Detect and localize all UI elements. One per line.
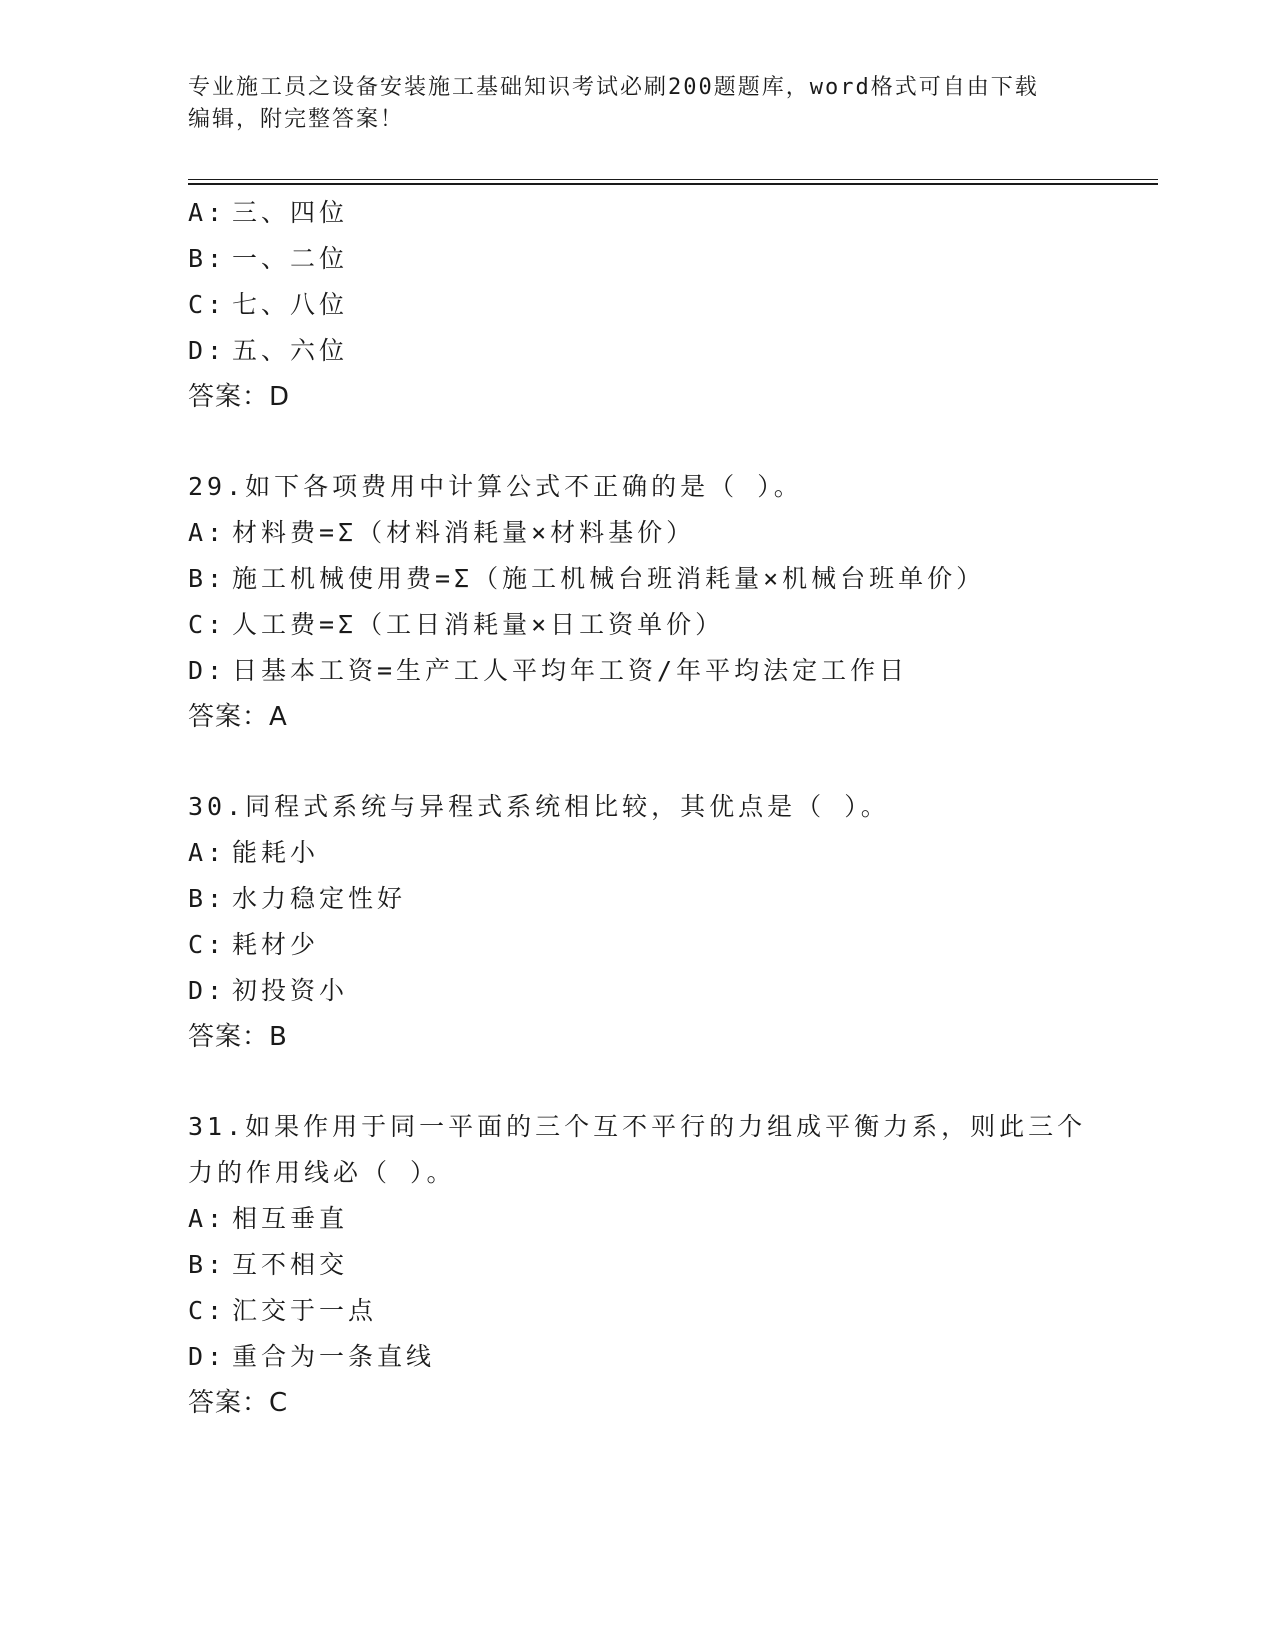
question-title: 30.同程式系统与异程式系统相比较，其优点是（ ）。 (188, 792, 890, 821)
question-title: 29.如下各项费用中计算公式不正确的是（ ）。 (188, 472, 803, 501)
answer-line: 答案：D (188, 382, 291, 412)
option-d: D: 初投资小 (188, 976, 349, 1005)
header-divider-thin (188, 179, 1158, 180)
option-d: D: 五、六位 (188, 336, 349, 365)
question-29 (188, 464, 1088, 740)
question-title-line-2: 力的作用线必（ ）。 (188, 1158, 456, 1187)
header-line-1: 专业施工员之设备安装施工基础知识考试必刷200题题库，word格式可自由下载 (188, 75, 1039, 100)
question-title-line-1: 31.如果作用于同一平面的三个互不平行的力组成平衡力系，则此三个 (188, 1112, 1087, 1141)
header-line-2: 编辑，附完整答案！ (188, 107, 405, 132)
option-c: C: 人工费=Σ（工日消耗量×日工资单价） (188, 610, 725, 639)
option-c: C: 七、八位 (188, 290, 349, 319)
answer-line: 答案：C (188, 1388, 289, 1418)
option-a: A: 三、四位 (188, 198, 349, 227)
option-b: B: 施工机械使用费=Σ（施工机械台班消耗量×机械台班单价） (188, 564, 986, 593)
document-header (188, 72, 1088, 136)
answer-line: 答案：A (188, 702, 288, 732)
option-a: A: 材料费=Σ（材料消耗量×材料基价） (188, 518, 696, 547)
option-d: D: 重合为一条直线 (188, 1342, 436, 1371)
question-31 (188, 1104, 1088, 1426)
option-a: A: 能耗小 (188, 838, 320, 867)
option-c: C: 汇交于一点 (188, 1296, 378, 1325)
option-a: A: 相互垂直 (188, 1204, 349, 1233)
header-divider-thick (188, 183, 1158, 185)
option-b: B: 一、二位 (188, 244, 349, 273)
question-30 (188, 784, 1088, 1060)
question-list (188, 190, 1088, 1426)
question-28 (188, 190, 1088, 420)
option-b: B: 互不相交 (188, 1250, 349, 1279)
option-d: D: 日基本工资=生产工人平均年工资/年平均法定工作日 (188, 656, 909, 685)
option-b: B: 水力稳定性好 (188, 884, 407, 913)
option-c: C: 耗材少 (188, 930, 320, 959)
answer-line: 答案：B (188, 1022, 288, 1052)
